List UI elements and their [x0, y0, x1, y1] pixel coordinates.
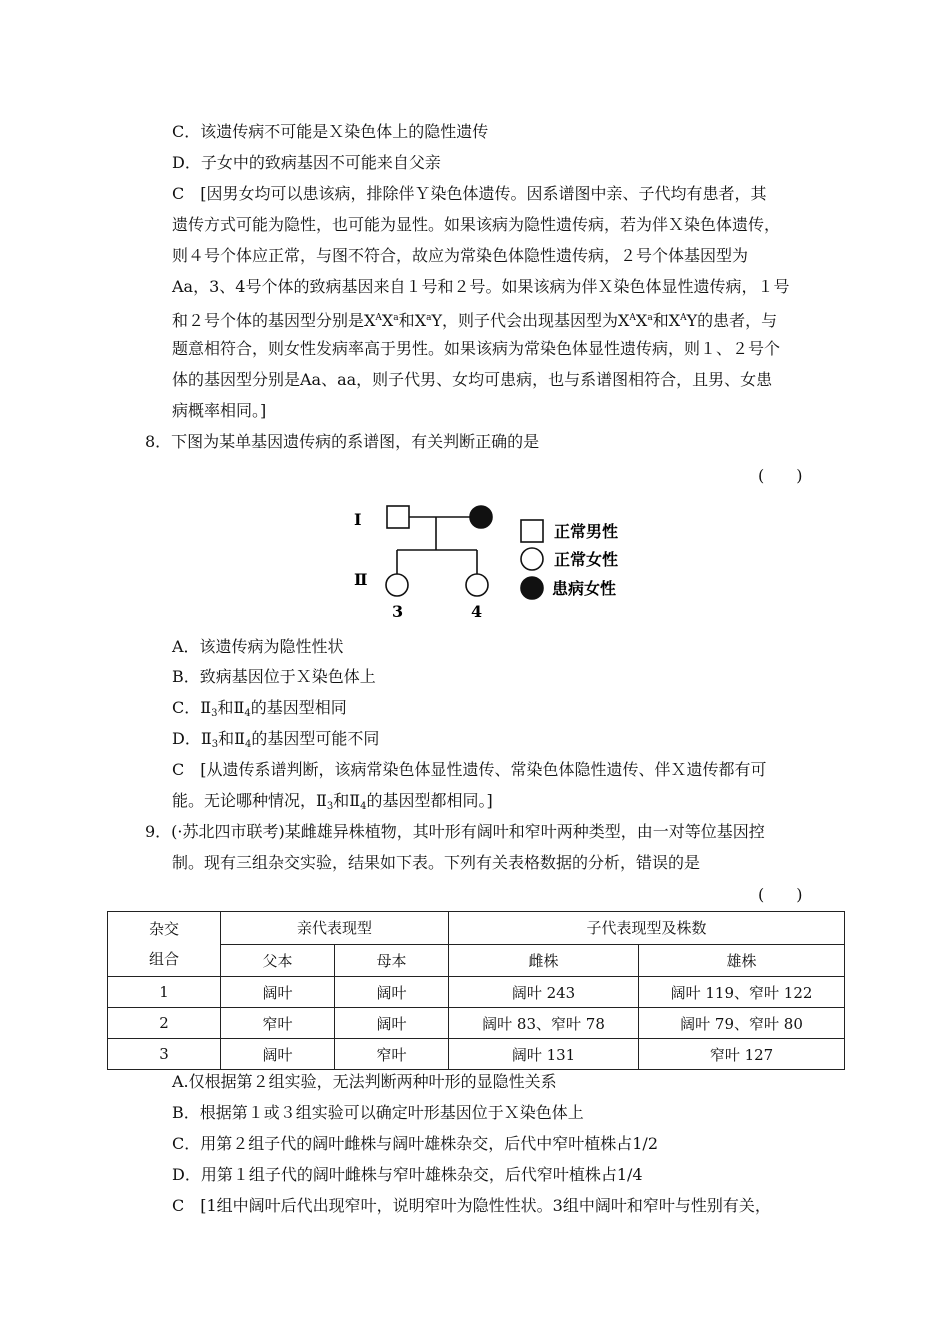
genotype: X [668, 311, 681, 330]
q7-answer-line: 题意相符合，则女性发病率高于男性。如果该病为常染色体显性遗传病，则１、２号个 [172, 339, 781, 358]
q8-option-b: B．致病基因位于Ｘ染色体上 [172, 667, 376, 686]
child-3-label: 3 [392, 602, 404, 621]
header-female: 雌株 [449, 944, 639, 977]
genotype: X [381, 311, 394, 330]
allele: A [629, 313, 636, 323]
cell-father: 阔叶 [221, 1039, 335, 1070]
mother-affected-female [470, 506, 492, 528]
text: C．Ⅱ [172, 698, 212, 717]
text: 的患者，与 [697, 311, 778, 330]
q7-option-c: C．该遗传病不可能是Ｘ染色体上的隐性遗传 [172, 122, 489, 141]
header-parent-phenotype: 亲代表现型 [221, 912, 449, 945]
allele: a [426, 313, 432, 323]
q9-option-a: A.仅根据第２组实验，无法判断两种叶形的显隐性关系 [172, 1072, 557, 1091]
text: 和 [652, 311, 669, 330]
q8-option-d [172, 728, 379, 756]
father-normal-male [387, 506, 409, 528]
text: 的基因型相同 [250, 698, 347, 717]
q7-answer-line-genotypes [172, 307, 777, 332]
table-row [108, 977, 845, 1008]
cell-male: 阔叶 79、窄叶 80 [639, 1008, 845, 1039]
generation-2-label: Ⅱ [354, 570, 368, 589]
child-3-normal-female [386, 574, 408, 596]
text: 和Ⅱ [333, 791, 361, 810]
q8-answer-paren: ( ) [758, 466, 803, 485]
text: 能。无论哪种情况，Ⅱ [172, 791, 327, 810]
cell-father: 窄叶 [221, 1008, 335, 1039]
q8-stem: 8．下图为某单基因遗传病的系谱图，有关判断正确的是 [145, 432, 540, 451]
cell-father: 阔叶 [221, 977, 335, 1008]
q8-option-a: A．该遗传病为隐性性状 [172, 637, 344, 656]
generation-1-label: Ⅰ [354, 510, 362, 529]
q7-answer-line: 病概率相同。] [172, 401, 267, 420]
q9-stem-line: 9．(·苏北四市联考)某雌雄异株植物，其叶形有阔叶和窄叶两种类型，由一对等位基因控 [145, 822, 765, 841]
cell-mother: 阔叶 [335, 977, 449, 1008]
text: 的基因型可能不同 [251, 729, 380, 748]
text: 和Ⅱ [217, 698, 245, 717]
legend-square-icon [521, 520, 543, 542]
legend-open-circle-icon [521, 548, 543, 570]
cell-group: 3 [108, 1039, 221, 1070]
cell-male: 窄叶 127 [639, 1039, 845, 1070]
subscript: 4 [244, 739, 252, 750]
q8-option-c [172, 697, 347, 725]
header-male: 雄株 [639, 944, 845, 977]
legend-normal-male: 正常男性 [554, 522, 619, 541]
subscript: 4 [360, 801, 367, 812]
q7-answer-line: 遗传方式可能为隐性，也可能为显性。如果该病为隐性遗传病，若为伴Ｘ染色体遗传， [172, 215, 781, 234]
cell-group: 1 [108, 977, 221, 1008]
q9-option-d: D．用第１组子代的阔叶雌株与窄叶雄株杂交，后代窄叶植株占1/4 [172, 1165, 643, 1184]
genotype: X [635, 311, 648, 330]
q9-answer-line: C [1组中阔叶后代出现窄叶，说明窄叶为隐性性状。3组中阔叶和窄叶与性别有关， [172, 1196, 771, 1215]
q9-answer-paren: ( ) [758, 885, 803, 904]
header-offspring-phenotype: 子代表现型及株数 [449, 912, 845, 945]
cell-female: 阔叶 83、窄叶 78 [449, 1008, 639, 1039]
text: 的基因型都相同。] [366, 791, 493, 810]
table-row [108, 1008, 845, 1039]
legend-filled-circle-icon [521, 577, 543, 599]
pedigree-diagram [340, 495, 640, 625]
genotype: Y [686, 311, 698, 330]
genotype: Y [431, 311, 443, 330]
text: 和２号个体的基因型分别是 [172, 311, 365, 330]
header-father: 父本 [221, 944, 335, 977]
cell-group: 2 [108, 1008, 221, 1039]
genotype: X [414, 311, 427, 330]
q8-answer-line [172, 790, 493, 818]
genotype: X [364, 311, 376, 330]
subscript: 3 [211, 739, 219, 750]
subscript: 3 [211, 708, 218, 719]
q7-option-d: D．子女中的致病基因不可能来自父亲 [172, 153, 441, 172]
cell-mother: 窄叶 [335, 1039, 449, 1070]
subscript: 4 [244, 708, 251, 719]
allele: A [680, 313, 687, 323]
header-text: 杂交 [148, 920, 179, 938]
header-text: 组合 [148, 950, 179, 968]
cell-female: 阔叶 131 [449, 1039, 639, 1070]
genotype: X [618, 311, 630, 330]
q9-stem-line: 制。现有三组杂交实验，结果如下表。下列有关表格数据的分析，错误的是 [172, 853, 701, 872]
allele: A [375, 313, 382, 323]
q9-option-b: B．根据第１或３组实验可以确定叶形基因位于Ｘ染色体上 [172, 1103, 584, 1122]
subscript: 3 [326, 801, 334, 812]
text: 和 [398, 311, 415, 330]
legend-affected-female: 患病女性 [552, 579, 617, 598]
q7-answer-line: C [因男女均可以患该病，排除伴Ｙ染色体遗传。因系谱图中亲、子代均有患者，其 [172, 184, 767, 203]
text: ，则子代会出现基因型为 [442, 311, 619, 330]
table-row [108, 1039, 845, 1070]
q9-option-c: C．用第２组子代的阔叶雌株与阔叶雄株杂交，后代中窄叶植株占1/2 [172, 1134, 658, 1153]
legend-normal-female: 正常女性 [554, 550, 619, 569]
cell-female: 阔叶 243 [449, 977, 639, 1008]
header-mother: 母本 [335, 944, 449, 977]
q7-answer-line: Aa，3、4号个体的致病基因来自１号和２号。如果该病为伴Ｘ染色体显性遗传病，１号 [172, 277, 790, 296]
cell-mother: 阔叶 [335, 1008, 449, 1039]
child-4-normal-female [466, 574, 488, 596]
table-header-row [108, 912, 845, 945]
q7-answer-line: 则４号个体应正常，与图不符合，故应为常染色体隐性遗传病，２号个体基因型为 [172, 246, 749, 265]
cell-male: 阔叶 119、窄叶 122 [639, 977, 845, 1008]
text: 和Ⅱ [218, 729, 245, 748]
child-4-label: 4 [471, 602, 483, 621]
q7-answer-line: 体的基因型分别是Aa、aa，则子代男、女均可患病，也与系谱图相符合，且男、女患 [172, 370, 773, 389]
allele: a [393, 313, 399, 323]
text: D．Ⅱ [172, 729, 212, 748]
allele: a [647, 313, 653, 323]
q8-answer-line: C [从遗传系谱判断，该病常染色体显性遗传、常染色体隐性遗传、伴Ｘ遗传都有可 [172, 760, 767, 779]
header-cross-group [108, 912, 221, 977]
cross-results-table [107, 911, 845, 1070]
